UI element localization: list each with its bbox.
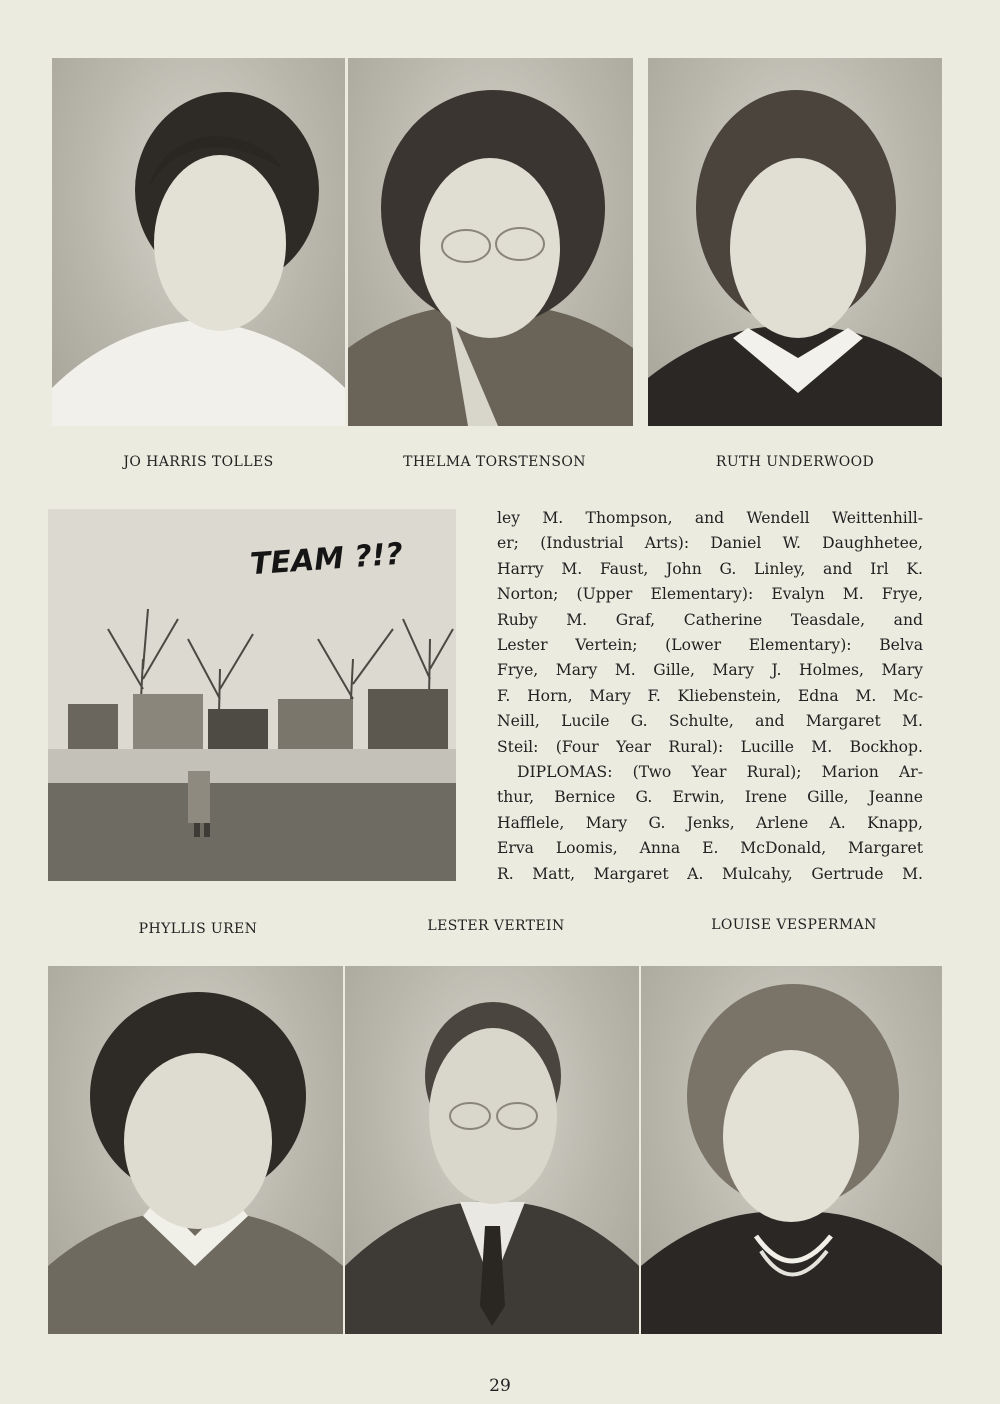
text-line: Norton; (Upper Elementary): Evalyn M. Frye, <box>497 585 923 604</box>
portrait-photo-tolles <box>52 58 345 426</box>
text-line: DIPLOMAS: (Two Year Rural); Marion Ar- <box>517 763 923 782</box>
text-line: er; (Industrial Arts): Daniel W. Daughhetee, <box>497 534 923 553</box>
text-line: Ruby M. Graf, Catherine Teasdale, and <box>497 610 923 629</box>
portrait-photo-vertein <box>345 966 639 1334</box>
caption-uren: PHYLLIS UREN <box>138 921 258 937</box>
portrait-photo-uren <box>48 966 343 1334</box>
text-line: R. Matt, Margaret A. Mulcahy, Gertrude M. <box>497 864 923 883</box>
text-line: Frye, Mary M. Gille, Mary J. Holmes, Mary <box>497 661 923 680</box>
text-line: Neill, Lucile G. Schulte, and Margaret M. <box>497 712 923 731</box>
body-text <box>497 506 923 887</box>
text-line: F. Horn, Mary F. Kliebenstein, Edna M. Mc- <box>497 686 923 705</box>
portrait-photo-underwood <box>648 58 942 426</box>
text-line: ley M. Thompson, and Wendell Weittenhill- <box>497 509 923 527</box>
text-line: Harry M. Faust, John G. Linley, and Irl K. <box>497 559 923 578</box>
team-photo-label: TEAM ?!? <box>248 536 405 583</box>
text-line: Hafflele, Mary G. Jenks, Arlene A. Knapp, <box>497 813 923 832</box>
portrait-photo-vesperman <box>641 966 942 1334</box>
text-line: thur, Bernice G. Erwin, Irene Gille, Jeanne <box>497 788 923 807</box>
page-number: 29 <box>489 1376 511 1396</box>
caption-underwood: RUTH UNDERWOOD <box>715 454 875 470</box>
caption-torstenson: THELMA TORSTENSON <box>403 454 586 470</box>
text-line: Erva Loomis, Anna E. McDonald, Margaret <box>497 839 923 858</box>
caption-vesperman: LOUISE VESPERMAN <box>711 917 877 933</box>
caption-vertein: LESTER VERTEIN <box>427 918 565 934</box>
caption-tolles: JO HARRIS TOLLES <box>123 454 274 470</box>
text-line: Lester Vertein; (Lower Elementary): Belva <box>497 636 923 655</box>
text-line: Steil: (Four Year Rural): Lucille M. Bockhop. <box>497 737 923 756</box>
portrait-photo-torstenson <box>348 58 633 426</box>
